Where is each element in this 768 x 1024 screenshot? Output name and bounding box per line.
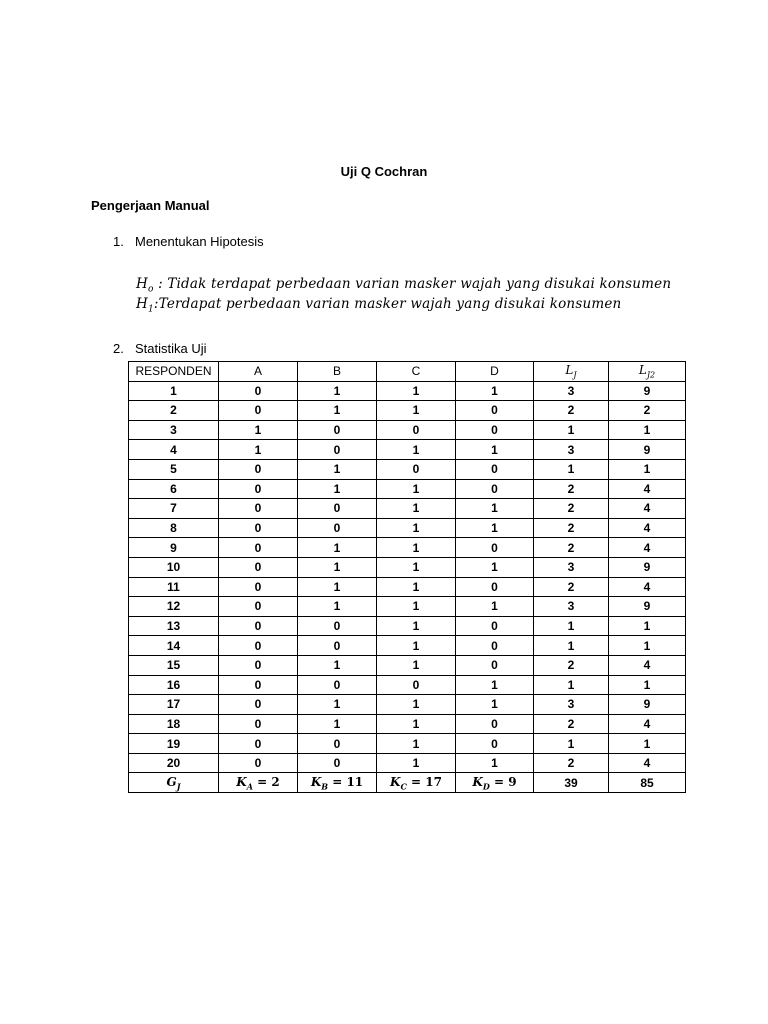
cell-a: 0 — [219, 518, 298, 538]
cell-responden: 20 — [129, 753, 219, 773]
step-2-label: Statistika Uji — [135, 341, 207, 356]
cell-b: 1 — [298, 479, 377, 499]
total-gj — [129, 773, 219, 793]
cell-responden: 11 — [129, 577, 219, 597]
cell-lj: 1 — [534, 675, 609, 695]
cell-lj2: 4 — [609, 518, 686, 538]
cell-responden: 5 — [129, 459, 219, 479]
cell-c: 1 — [377, 499, 456, 519]
table-row — [129, 577, 686, 597]
cell-responden: 4 — [129, 440, 219, 460]
document-title: Uji Q Cochran — [340, 164, 428, 179]
cell-d: 1 — [456, 675, 534, 695]
cell-a: 0 — [219, 636, 298, 656]
cell-lj2: 1 — [609, 675, 686, 695]
cell-d: 1 — [456, 597, 534, 617]
step-1-label: Menentukan Hipotesis — [135, 234, 264, 249]
cell-d: 1 — [456, 753, 534, 773]
kb-subscript: B — [321, 780, 329, 791]
cell-a: 0 — [219, 675, 298, 695]
kb-symbol: K — [310, 774, 322, 789]
cell-lj: 1 — [534, 420, 609, 440]
cell-c: 1 — [377, 734, 456, 754]
header-responden: RESPONDEN — [129, 362, 219, 382]
cell-d: 1 — [456, 695, 534, 715]
table-row — [129, 420, 686, 440]
cell-c: 1 — [377, 577, 456, 597]
kd-value: = 9 — [489, 774, 517, 789]
lj-subscript: J — [573, 370, 577, 380]
kc-subscript: C — [400, 780, 407, 791]
table-row — [129, 401, 686, 421]
cell-lj: 3 — [534, 440, 609, 460]
cell-b: 1 — [298, 401, 377, 421]
cell-responden: 15 — [129, 655, 219, 675]
table-row — [129, 499, 686, 519]
table-row — [129, 695, 686, 715]
cell-c: 0 — [377, 675, 456, 695]
cell-d: 0 — [456, 459, 534, 479]
table-row — [129, 636, 686, 656]
cell-b: 1 — [298, 538, 377, 558]
h1-subscript: 1 — [147, 304, 154, 315]
table-row — [129, 557, 686, 577]
cell-c: 1 — [377, 479, 456, 499]
cell-lj: 2 — [534, 401, 609, 421]
cell-lj: 1 — [534, 616, 609, 636]
ka-value: = 2 — [252, 774, 280, 789]
cell-lj2: 1 — [609, 616, 686, 636]
cell-d: 1 — [456, 440, 534, 460]
total-l2: 85 — [609, 773, 686, 793]
cell-lj: 1 — [534, 636, 609, 656]
table-row — [129, 381, 686, 401]
ka-subscript: A — [246, 780, 253, 791]
cell-lj2: 4 — [609, 714, 686, 734]
cell-b: 0 — [298, 420, 377, 440]
hypothesis-h1 — [136, 296, 621, 315]
cell-lj2: 4 — [609, 538, 686, 558]
cell-responden: 14 — [129, 636, 219, 656]
cell-a: 0 — [219, 401, 298, 421]
cell-b: 0 — [298, 753, 377, 773]
cell-d: 0 — [456, 479, 534, 499]
cell-b: 0 — [298, 636, 377, 656]
cell-b: 0 — [298, 675, 377, 695]
cell-d: 1 — [456, 499, 534, 519]
h0-subscript: o — [147, 284, 154, 295]
cell-b: 1 — [298, 381, 377, 401]
cell-lj: 2 — [534, 753, 609, 773]
cell-lj2: 9 — [609, 381, 686, 401]
kc-value: = 17 — [406, 774, 442, 789]
cell-d: 0 — [456, 401, 534, 421]
cell-d: 0 — [456, 714, 534, 734]
cell-b: 1 — [298, 557, 377, 577]
cell-a: 0 — [219, 479, 298, 499]
cell-lj2: 1 — [609, 734, 686, 754]
cell-c: 1 — [377, 753, 456, 773]
step-2-number: 2. — [113, 341, 124, 356]
cell-lj2: 4 — [609, 753, 686, 773]
cell-lj2: 1 — [609, 420, 686, 440]
cell-a: 0 — [219, 734, 298, 754]
cell-lj: 1 — [534, 734, 609, 754]
cell-a: 0 — [219, 381, 298, 401]
cell-d: 1 — [456, 557, 534, 577]
total-ka — [219, 773, 298, 793]
cell-responden: 8 — [129, 518, 219, 538]
cell-c: 0 — [377, 459, 456, 479]
cell-d: 0 — [456, 734, 534, 754]
h1-text: :Terdapat perbedaan varian masker wajah yang disukai konsumen — [153, 296, 622, 312]
cell-c: 1 — [377, 518, 456, 538]
header-a: A — [219, 362, 298, 382]
gj-symbol: G — [166, 774, 177, 789]
cell-lj: 2 — [534, 577, 609, 597]
cell-responden: 1 — [129, 381, 219, 401]
header-d: D — [456, 362, 534, 382]
cell-lj2: 1 — [609, 636, 686, 656]
cell-responden: 12 — [129, 597, 219, 617]
cell-d: 0 — [456, 616, 534, 636]
cell-lj: 3 — [534, 695, 609, 715]
cell-a: 0 — [219, 499, 298, 519]
table-row — [129, 518, 686, 538]
cell-c: 1 — [377, 597, 456, 617]
cell-c: 1 — [377, 636, 456, 656]
cell-d: 0 — [456, 420, 534, 440]
table-row — [129, 753, 686, 773]
cell-d: 1 — [456, 518, 534, 538]
cell-a: 0 — [219, 597, 298, 617]
table-row — [129, 616, 686, 636]
cell-responden: 6 — [129, 479, 219, 499]
cell-a: 0 — [219, 577, 298, 597]
header-b: B — [298, 362, 377, 382]
cell-d: 0 — [456, 538, 534, 558]
cell-c: 1 — [377, 695, 456, 715]
table-row — [129, 734, 686, 754]
cell-b: 0 — [298, 734, 377, 754]
cell-a: 0 — [219, 714, 298, 734]
kd-symbol: K — [472, 774, 483, 789]
cell-lj2: 9 — [609, 695, 686, 715]
cochran-table — [128, 361, 686, 793]
header-c: C — [377, 362, 456, 382]
cell-lj2: 4 — [609, 499, 686, 519]
h1-symbol: H — [136, 296, 148, 312]
cell-b: 1 — [298, 714, 377, 734]
cell-a: 1 — [219, 440, 298, 460]
cell-c: 1 — [377, 714, 456, 734]
lj2-symbol: L — [638, 363, 647, 378]
header-lj2 — [609, 362, 686, 382]
cell-lj2: 9 — [609, 557, 686, 577]
gj-subscript: J — [176, 780, 181, 791]
cell-responden: 17 — [129, 695, 219, 715]
cell-c: 1 — [377, 381, 456, 401]
cell-b: 0 — [298, 499, 377, 519]
cell-a: 0 — [219, 459, 298, 479]
cell-lj: 3 — [534, 597, 609, 617]
ka-symbol: K — [236, 774, 247, 789]
cell-lj2: 4 — [609, 655, 686, 675]
kb-value: = 11 — [328, 774, 364, 789]
cell-a: 1 — [219, 420, 298, 440]
cell-b: 0 — [298, 518, 377, 538]
cell-d: 1 — [456, 381, 534, 401]
cell-c: 1 — [377, 655, 456, 675]
cell-lj: 3 — [534, 381, 609, 401]
cell-lj: 2 — [534, 538, 609, 558]
lj2-subscript: J — [646, 370, 651, 380]
step-1-number: 1. — [113, 234, 124, 249]
cell-responden: 18 — [129, 714, 219, 734]
cell-responden: 13 — [129, 616, 219, 636]
cell-responden: 2 — [129, 401, 219, 421]
h0-text: : Tidak terdapat perbedaan varian masker wajah yang disukai konsumen — [153, 276, 672, 292]
cell-lj: 1 — [534, 459, 609, 479]
cell-b: 0 — [298, 440, 377, 460]
cell-responden: 7 — [129, 499, 219, 519]
lj2-superscript: 2 — [650, 370, 656, 380]
total-kb — [298, 773, 377, 793]
cell-lj2: 1 — [609, 459, 686, 479]
cell-d: 0 — [456, 577, 534, 597]
kc-symbol: K — [390, 774, 401, 789]
cell-c: 1 — [377, 538, 456, 558]
cell-b: 1 — [298, 597, 377, 617]
cell-responden: 3 — [129, 420, 219, 440]
cell-c: 0 — [377, 420, 456, 440]
table-row — [129, 440, 686, 460]
cell-b: 1 — [298, 577, 377, 597]
cell-responden: 16 — [129, 675, 219, 695]
total-kc — [377, 773, 456, 793]
cell-b: 1 — [298, 459, 377, 479]
cell-lj2: 4 — [609, 479, 686, 499]
table-row — [129, 459, 686, 479]
table-row — [129, 675, 686, 695]
cell-c: 1 — [377, 616, 456, 636]
total-kd — [456, 773, 534, 793]
cell-lj: 2 — [534, 479, 609, 499]
cell-b: 1 — [298, 655, 377, 675]
cell-d: 0 — [456, 655, 534, 675]
header-lj — [534, 362, 609, 382]
h0-symbol: H — [136, 276, 148, 292]
table-row — [129, 655, 686, 675]
lj-symbol: L — [565, 363, 574, 378]
cell-lj2: 2 — [609, 401, 686, 421]
cell-lj: 2 — [534, 655, 609, 675]
cell-lj2: 9 — [609, 597, 686, 617]
cell-responden: 10 — [129, 557, 219, 577]
cell-c: 1 — [377, 440, 456, 460]
cell-b: 1 — [298, 695, 377, 715]
cell-lj2: 4 — [609, 577, 686, 597]
cell-lj: 2 — [534, 499, 609, 519]
table-header-row — [129, 362, 686, 382]
cell-responden: 19 — [129, 734, 219, 754]
section-heading: Pengerjaan Manual — [91, 198, 210, 213]
cell-a: 0 — [219, 655, 298, 675]
table-body — [129, 381, 686, 773]
table-row — [129, 714, 686, 734]
table-row — [129, 479, 686, 499]
cell-a: 0 — [219, 538, 298, 558]
cell-c: 1 — [377, 401, 456, 421]
table-row — [129, 538, 686, 558]
cell-a: 0 — [219, 753, 298, 773]
hypothesis-h0 — [136, 276, 671, 295]
table-row — [129, 597, 686, 617]
cell-a: 0 — [219, 695, 298, 715]
cell-a: 0 — [219, 557, 298, 577]
cell-c: 1 — [377, 557, 456, 577]
cell-responden: 9 — [129, 538, 219, 558]
total-l: 39 — [534, 773, 609, 793]
cell-lj: 2 — [534, 518, 609, 538]
kd-subscript: D — [482, 780, 490, 791]
cell-lj: 2 — [534, 714, 609, 734]
cell-b: 0 — [298, 616, 377, 636]
cell-lj2: 9 — [609, 440, 686, 460]
table-total-row — [129, 773, 686, 793]
cell-d: 0 — [456, 636, 534, 656]
cell-lj: 3 — [534, 557, 609, 577]
cell-a: 0 — [219, 616, 298, 636]
